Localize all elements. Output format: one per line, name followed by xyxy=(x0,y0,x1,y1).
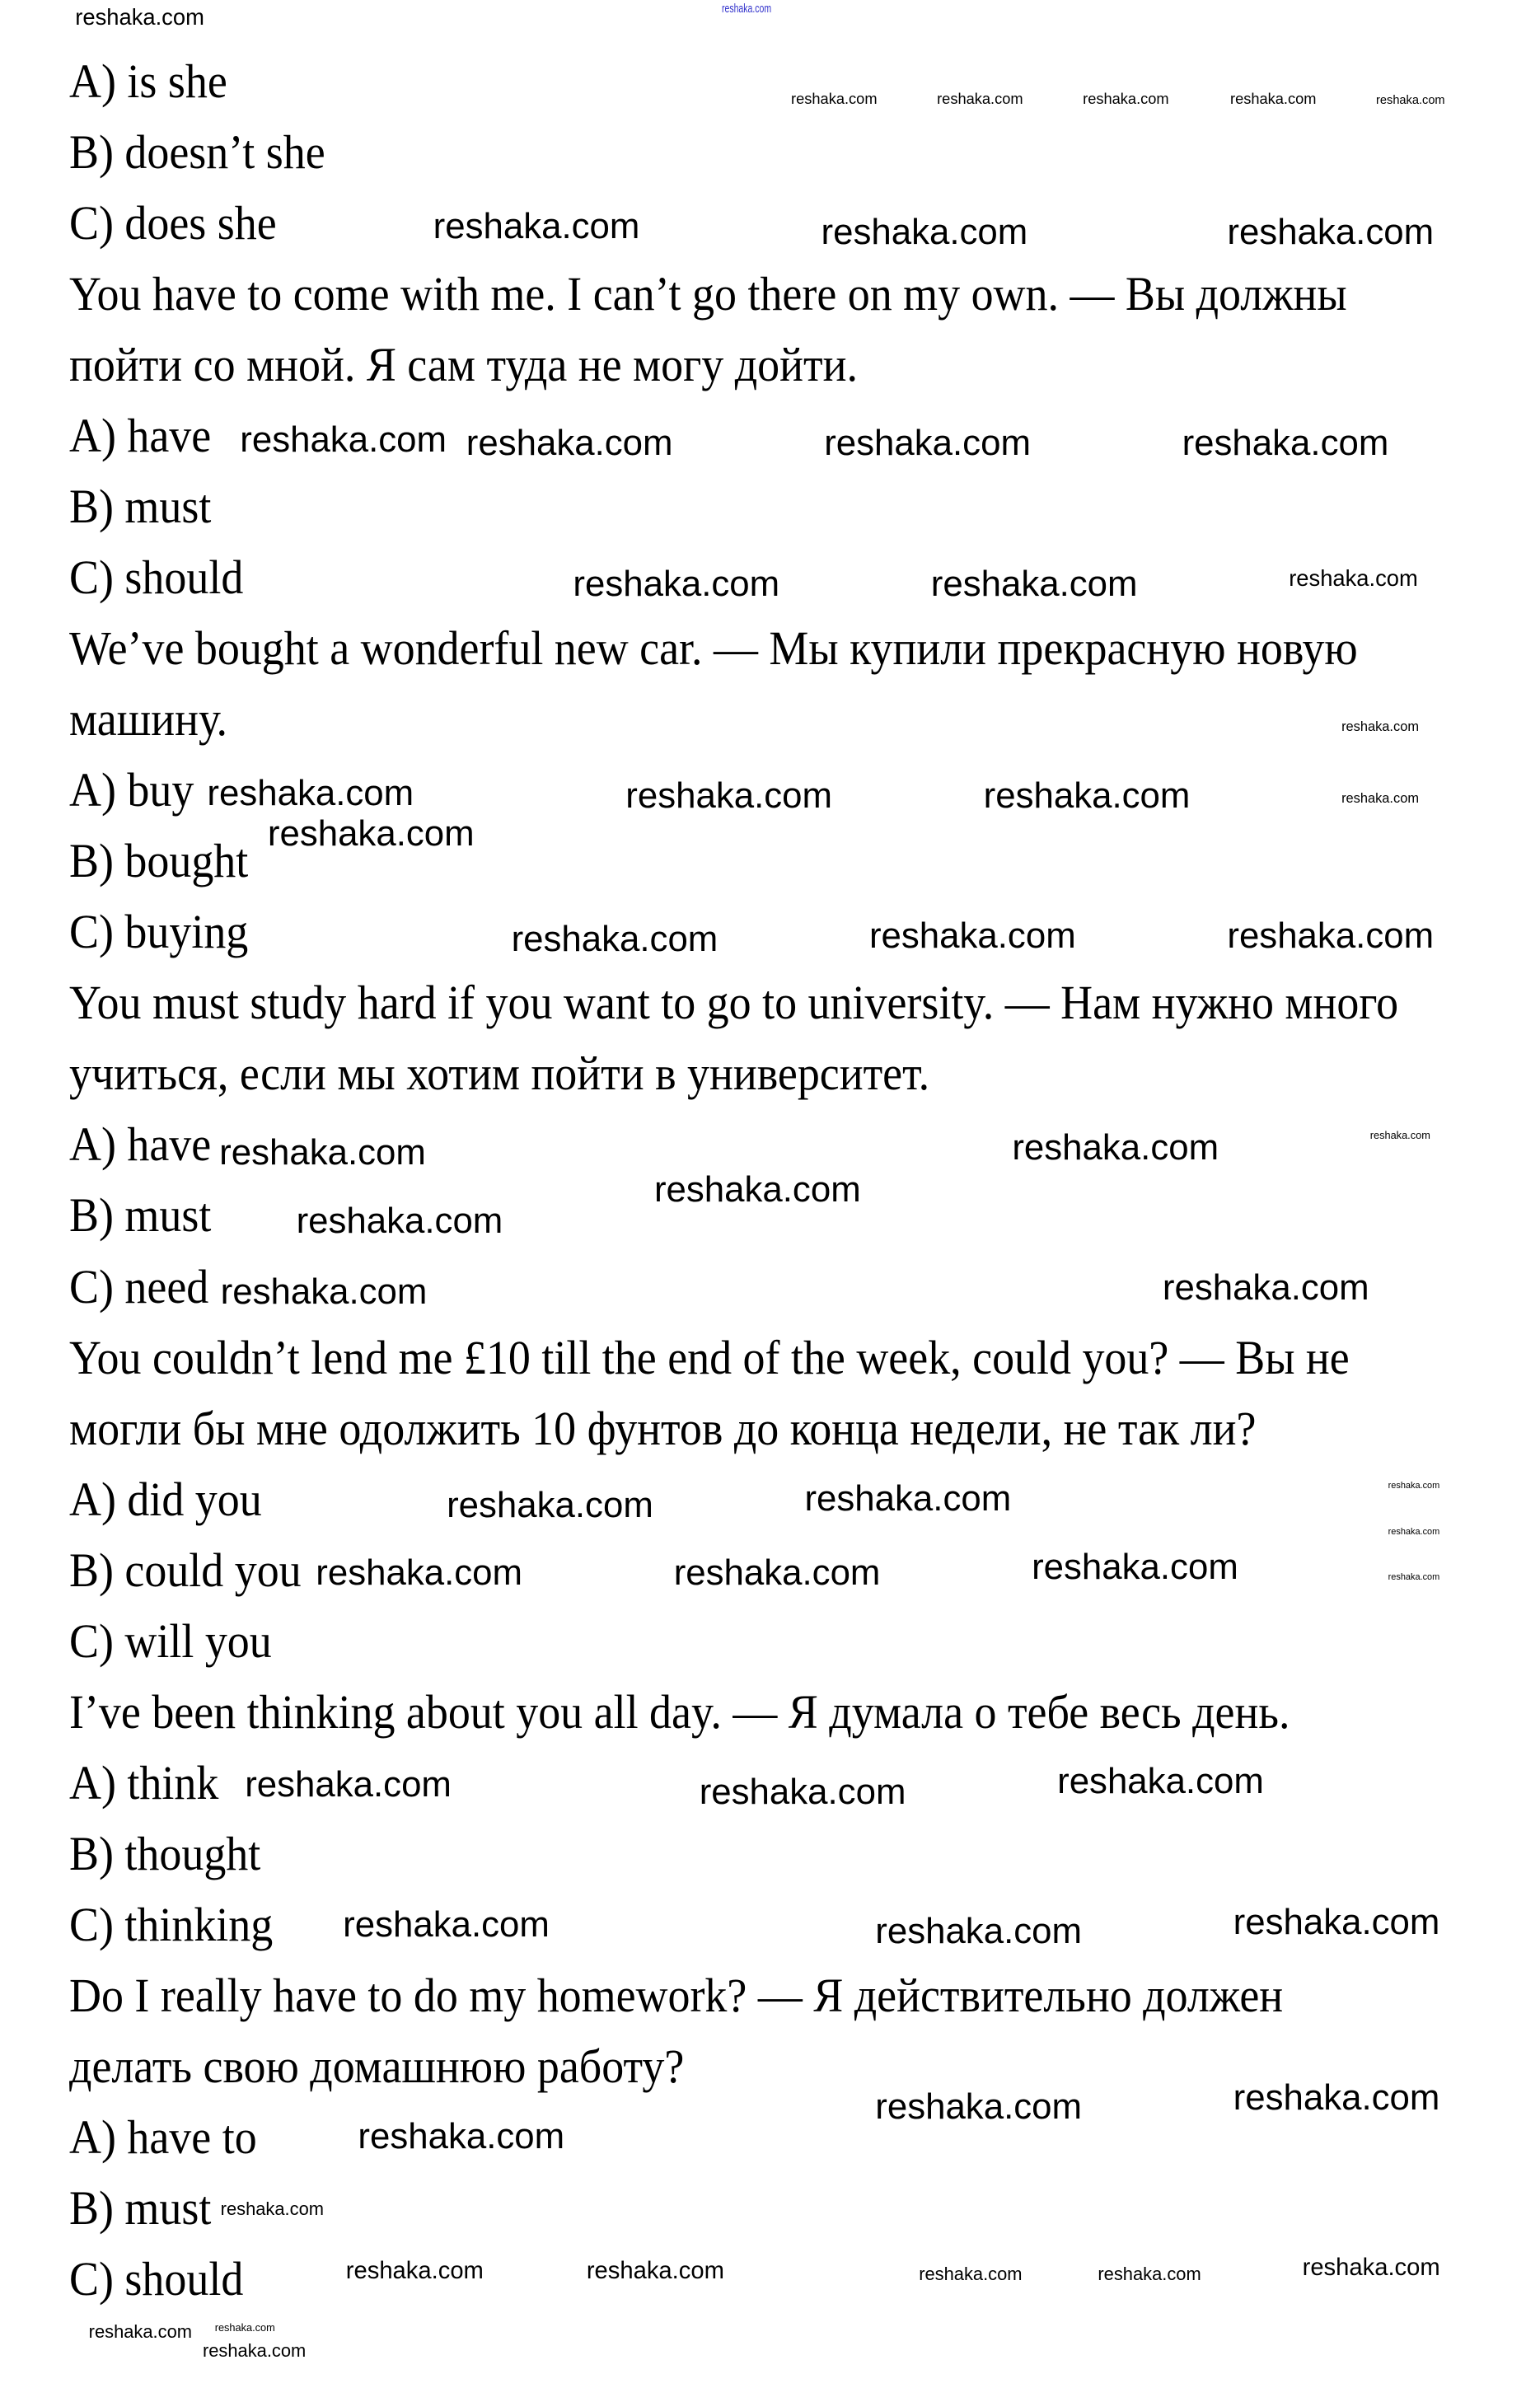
watermark: reshaka.com xyxy=(1098,2263,1201,2284)
watermark: reshaka.com xyxy=(937,90,1023,108)
answer-option: B) must xyxy=(69,479,212,533)
watermark: reshaka.com xyxy=(1032,1546,1238,1587)
question-text: You must study hard if you want to go to university. — Нам нужно много xyxy=(69,976,1399,1030)
watermark: reshaka.com xyxy=(220,1271,428,1313)
watermark: reshaka.com xyxy=(699,1771,906,1812)
watermark: reshaka.com xyxy=(983,775,1191,816)
watermark: reshaka.com xyxy=(511,918,719,959)
watermark: reshaka.com xyxy=(1388,1572,1440,1583)
watermark: reshaka.com xyxy=(1233,1901,1440,1942)
watermark: reshaka.com xyxy=(219,1132,426,1173)
watermark: reshaka.com xyxy=(1376,93,1445,107)
answer-option: B) bought xyxy=(69,834,249,888)
watermark: reshaka.com xyxy=(1182,423,1389,464)
watermark: reshaka.com xyxy=(1289,565,1418,592)
watermark: reshaka.com xyxy=(1012,1126,1219,1168)
question-text: могли бы мне одолжить 10 фунтов до конца недели, не так ли? xyxy=(69,1401,1257,1455)
answer-option: A) have xyxy=(69,1117,212,1172)
watermark: reshaka.com xyxy=(1341,791,1419,807)
question-text: You couldn’t lend me £10 till the end of the week, could you? — Вы не xyxy=(69,1330,1350,1384)
answer-option: C) need xyxy=(69,1259,209,1313)
answer-option: C) thinking xyxy=(69,1898,274,1952)
watermark: reshaka.com xyxy=(240,419,447,460)
watermark: reshaka.com xyxy=(345,2257,484,2284)
watermark: reshaka.com xyxy=(573,563,780,604)
watermark: reshaka.com xyxy=(653,1168,861,1210)
answer-option: B) must xyxy=(69,1188,212,1243)
answer-option: C) does she xyxy=(69,195,277,250)
answer-option: A) is she xyxy=(69,54,227,108)
answer-option: C) will you xyxy=(69,1613,272,1668)
answer-option: B) must xyxy=(69,2181,212,2236)
watermark: reshaka.com xyxy=(1388,1480,1440,1491)
watermark: reshaka.com xyxy=(1369,1128,1430,1141)
watermark: reshaka.com xyxy=(1162,1267,1369,1309)
watermark: reshaka.com xyxy=(316,1552,523,1594)
watermark: reshaka.com xyxy=(1341,719,1419,734)
question-text: I’ve been thinking about you all day. — Я думала о тебе весь день. xyxy=(69,1684,1290,1739)
watermark: reshaka.com xyxy=(447,1484,653,1525)
watermark: reshaka.com xyxy=(220,2198,324,2220)
header-watermark: reshaka.com xyxy=(722,2,772,16)
question-text: учиться, если мы хотим пойти в университет. xyxy=(69,1047,930,1101)
watermark: reshaka.com xyxy=(214,2321,275,2334)
answer-option: B) doesn’t she xyxy=(69,124,325,179)
answer-option: A) did you xyxy=(69,1472,262,1526)
watermark: reshaka.com xyxy=(868,915,1076,957)
question-text: машину. xyxy=(69,692,228,747)
watermark: reshaka.com xyxy=(1388,1527,1440,1538)
watermark: reshaka.com xyxy=(824,423,1031,464)
answer-option: C) buying xyxy=(69,905,249,959)
watermark: reshaka.com xyxy=(875,2086,1082,2128)
watermark: reshaka.com xyxy=(466,423,673,464)
watermark: reshaka.com xyxy=(791,90,878,108)
question-text: Do I really have to do my homework? — Я действительно должен xyxy=(69,1969,1284,2023)
watermark: reshaka.com xyxy=(433,205,640,246)
watermark: reshaka.com xyxy=(804,1478,1012,1519)
question-text: You have to come with me. I can’t go there on my own. — Вы должны xyxy=(69,266,1347,321)
watermark: reshaka.com xyxy=(75,3,204,30)
watermark: reshaka.com xyxy=(673,1552,881,1594)
watermark: reshaka.com xyxy=(267,813,475,855)
answer-option: A) buy xyxy=(69,763,194,817)
watermark: reshaka.com xyxy=(343,1904,550,1946)
answer-option: A) have xyxy=(69,408,212,462)
question-text: We’ve bought a wonderful new car. — Мы купили прекрасную новую xyxy=(69,621,1358,676)
watermark: reshaka.com xyxy=(1083,90,1169,108)
watermark: reshaka.com xyxy=(1057,1761,1264,1802)
watermark: reshaka.com xyxy=(207,773,414,814)
watermark: reshaka.com xyxy=(358,2115,565,2156)
answer-option: B) could you xyxy=(69,1543,302,1597)
watermark: reshaka.com xyxy=(930,563,1138,604)
watermark: reshaka.com xyxy=(875,1910,1082,1951)
answer-option: A) think xyxy=(69,1755,219,1810)
answer-option: B) thought xyxy=(69,1827,261,1880)
watermark: reshaka.com xyxy=(1302,2254,1440,2281)
watermark: reshaka.com xyxy=(1227,915,1435,957)
answer-option: C) should xyxy=(69,2252,244,2306)
watermark: reshaka.com xyxy=(1227,211,1435,252)
watermark: reshaka.com xyxy=(821,211,1028,252)
answer-option: C) should xyxy=(69,550,244,604)
watermark: reshaka.com xyxy=(1230,90,1317,108)
watermark: reshaka.com xyxy=(296,1201,503,1242)
question-text: пойти со мной. Я сам туда не могу дойти. xyxy=(69,337,858,391)
watermark: reshaka.com xyxy=(625,775,833,816)
watermark: reshaka.com xyxy=(88,2321,192,2343)
question-text: делать свою домашнюю работу? xyxy=(69,2039,685,2094)
watermark: reshaka.com xyxy=(202,2339,307,2361)
watermark: reshaka.com xyxy=(1233,2077,1440,2119)
watermark: reshaka.com xyxy=(245,1763,452,1805)
watermark: reshaka.com xyxy=(919,2263,1023,2284)
answer-option: A) have to xyxy=(69,2110,257,2165)
watermark: reshaka.com xyxy=(586,2257,724,2284)
